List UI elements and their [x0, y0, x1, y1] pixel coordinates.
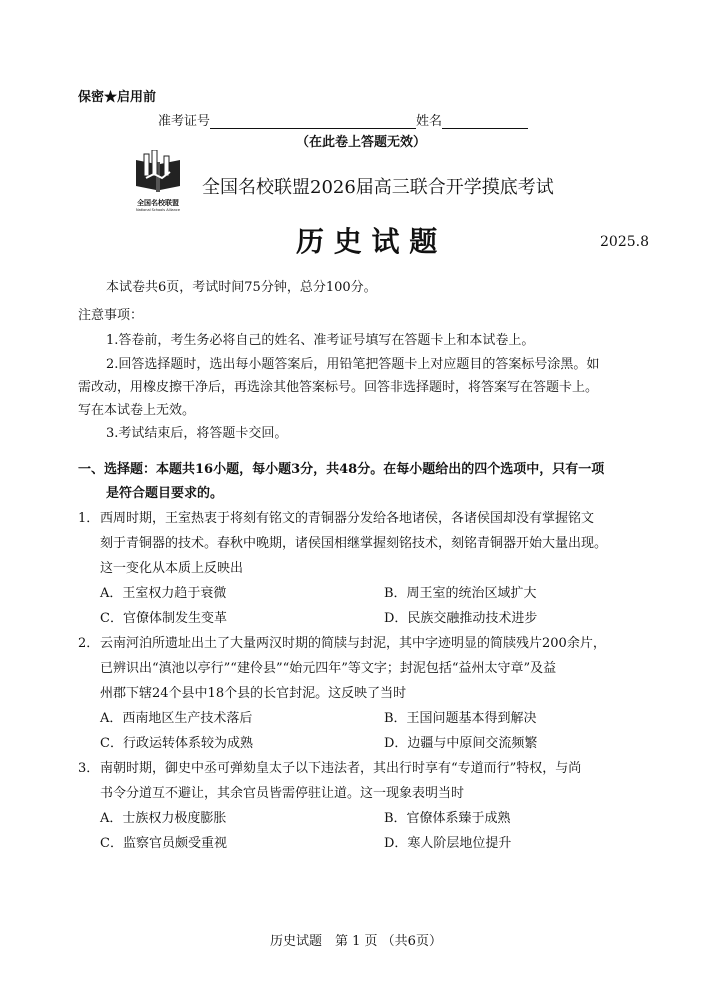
name-blank — [442, 115, 528, 129]
notice-item-cont: 需改动，用橡皮擦干净后，再选涂其他答案标号。回答非选择题时，将答案写在答题卡上。 — [78, 380, 599, 395]
option-d: D．民族交融推动技术进步 — [384, 611, 538, 626]
question-text: 这一变化从本质上反映出 — [100, 561, 244, 576]
question-text: 州郡下辖24个县中18个县的长官封泥。这反映了当时 — [100, 686, 407, 701]
notice-item: 1.答卷前，考生务必将自己的姓名、准考证号填写在答题卡上和本试卷上。 — [106, 333, 535, 348]
book-icon — [132, 150, 184, 194]
alliance-logo — [132, 150, 184, 210]
question-text: 书令分道互不避让，其余官员皆需停驻让道。这一现象表明当时 — [100, 786, 465, 801]
exam-intro: 本试卷共6页，考试时间75分钟，总分100分。 — [106, 280, 377, 295]
secret-label: 保密★启用前 — [78, 90, 157, 105]
question-text: 南朝时期，御史中丞可弹劾皇太子以下违法者，其出行时享有“专道而行”特权，与尚 — [100, 761, 582, 776]
option-a: A．西南地区生产技术落后 — [100, 711, 253, 726]
question-number: 2． — [78, 636, 100, 651]
notice-title: 注意事项： — [78, 308, 144, 323]
logo-name-cn: 全国名校联盟 — [137, 199, 179, 207]
option-c: C．官僚体制发生变革 — [100, 611, 227, 626]
subject-title: 历 史 试 题 — [296, 225, 438, 258]
notice-item: 3.考试结束后，将答题卡交回。 — [106, 426, 288, 441]
option-b: B．周王室的统治区域扩大 — [384, 586, 537, 601]
exam-id-blank — [210, 115, 416, 129]
name-label: 姓名 — [416, 114, 443, 129]
option-b: B．官僚体系臻于成熟 — [384, 811, 511, 826]
option-d: D．边疆与中原间交流频繁 — [384, 736, 538, 751]
notice-item-cont: 写在本试卷上无效。 — [78, 403, 196, 418]
question-number: 3． — [78, 761, 100, 776]
question-text: 西周时期，王室热衷于将刻有铭文的青铜器分发给各地诸侯，各诸侯国却没有掌握铭文 — [100, 511, 595, 526]
question-text: 云南河泊所遗址出土了大量两汉时期的简牍与封泥，其中字迹明显的简牍残片200余片， — [100, 636, 606, 651]
question-number: 1． — [78, 511, 100, 526]
option-a: A．士族权力极度膨胀 — [100, 811, 227, 826]
answer-invalid-note: （在此卷上答题无效） — [296, 135, 427, 150]
option-c: C．行政运转体系较为成熟 — [100, 736, 253, 751]
question-text: 已辨识出“滇池以亭行”“建伶县”“始元四年”等文字；封泥包括“益州太守章”及益 — [100, 661, 557, 676]
exam-id-label: 准考证号 — [158, 114, 211, 129]
notice-item: 2.回答选择题时，选出每小题答案后，用铅笔把答题卡上对应题目的答案标号涂黑。如 — [106, 357, 600, 372]
question-text: 刻于青铜器的技术。春秋中晚期，诸侯国相继掌握刻铭技术，刻铭青铜器开始大量出现。 — [100, 536, 608, 551]
logo-name-en: National Schools Alliance — [135, 208, 180, 212]
option-b: B．王国问题基本得到解决 — [384, 711, 537, 726]
exam-date: 2025.8 — [600, 234, 649, 250]
option-c: C．监察官员颇受重视 — [100, 836, 227, 851]
exam-title: 全国名校联盟2026届高三联合开学摸底考试 — [202, 177, 554, 198]
option-a: A．王室权力趋于衰微 — [100, 586, 227, 601]
exam-id-row — [158, 110, 528, 129]
option-d: D．寒人阶层地位提升 — [384, 836, 512, 851]
page-footer: 历史试题 第 1 页 （共6页） — [270, 934, 442, 949]
section-heading-cont: 是符合题目要求的。 — [106, 486, 224, 501]
section-heading: 一、选择题：本题共16小题，每小题3分，共48分。在每小题给出的四个选项中，只有一项 — [78, 462, 605, 477]
